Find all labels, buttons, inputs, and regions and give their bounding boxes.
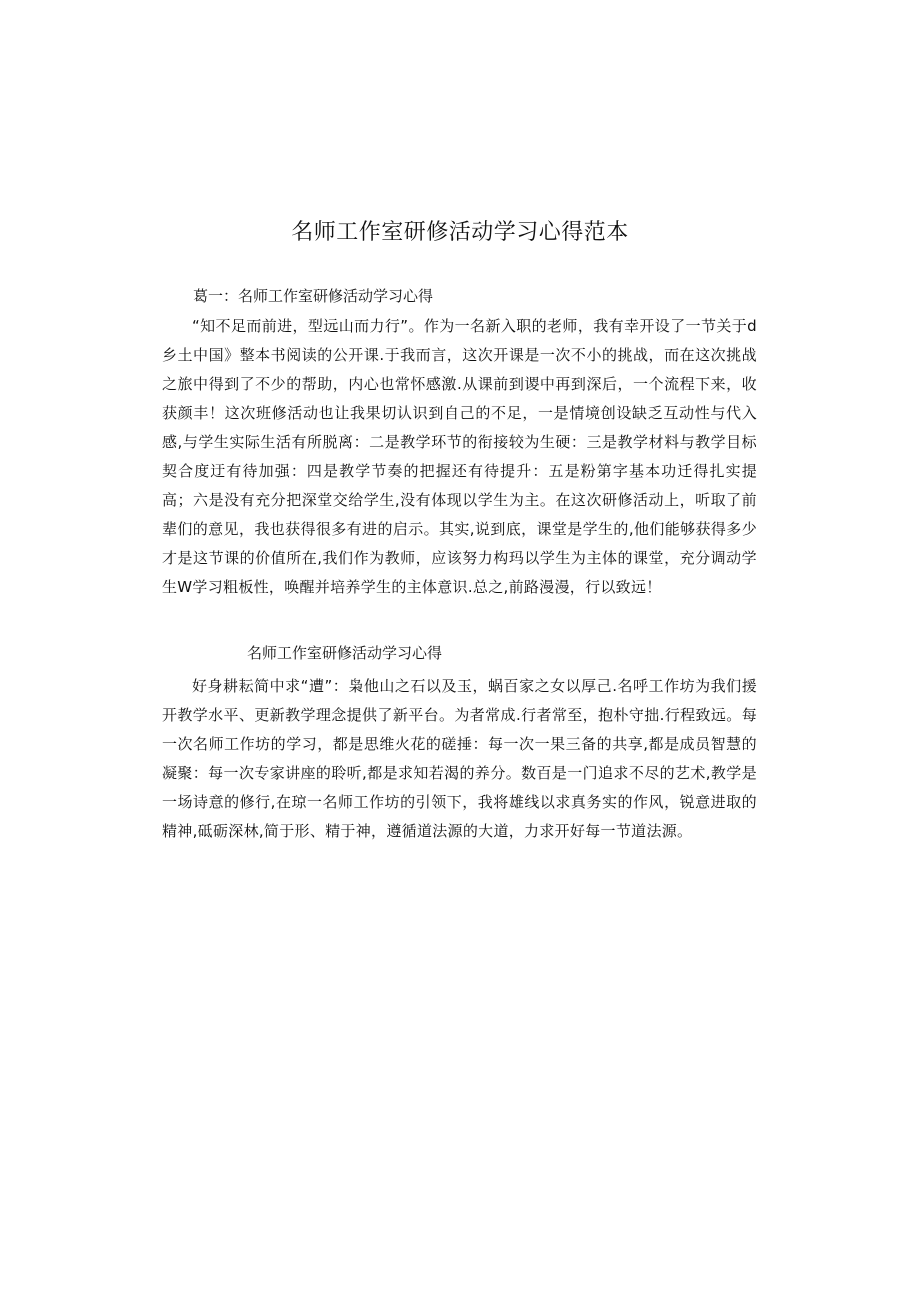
section-body-1: “知不足而前进，型远山而力行”。作为一名新入职的老师，我有幸开设了一节关于d乡土中国》整本书阅读的公开课.于我而言，这次开课是一次不小的挑战，而在这次挑战之旅中得到了不少的帮助，内心也常怀感激.从课前到谡中再到深后，一个流程下来，收获颜丰！这次班修活动也让我果切认识到自己的不足，一是情境创设缺乏互动性与代入感,与学生实际生活有所脱离：二是教学环节的衔接较为生硬：三是教学材料与教学目标契合度迂有待加强：四是教学节奏的把握还有待提升：五是粉第字基本功迁得扎实提高；六是没有充分把深堂交给学生,没有体现以学生为主。在这次研修活动上，听取了前辈们的意见，我也获得很多有进的启示。其实,说到底，课堂是学生的,他们能够获得多少才是这节课的价值所在,我们作为教师，应该努力构玛以学生为主体的课堂，充分调动学生W学习粗板性，唤醒并培养学生的主体意识.总之,前路漫漫，行以致远！ [162,317,757,596]
section-heading-1: 葛一：名师工作室研修活动学习心得 [193,287,434,305]
section-body-2: 好身耕耘简中求“遭”：枭他山之石以及玉，蜗百家之女以厚己.名呼工作坊为我们援开教学水平、更新教学理念提供了新平台。为者常成.行者常至，抱朴守拙.行程致远。每一次名师工作坊的学习，都是思维火花的磋捶：每一次一果三备的共享,都是成员智慧的凝聚：每一次专家讲座的聆听,都是求知若渴的养分。数百是一门追求不尽的艺术,教学是一场诗意的修行,在琼一名师工作坊的引领下，我将雄线以求真务实的作风，锐意进取的精神,砥砺深林,简于形、精于神，遵循道法源的大道，力求开好每一节道法源。 [162,677,757,840]
document-title: 名师工作室研修活动学习心得范本 [291,220,629,245]
section-heading-2: 名师工作室研修活动学习心得 [247,644,443,662]
